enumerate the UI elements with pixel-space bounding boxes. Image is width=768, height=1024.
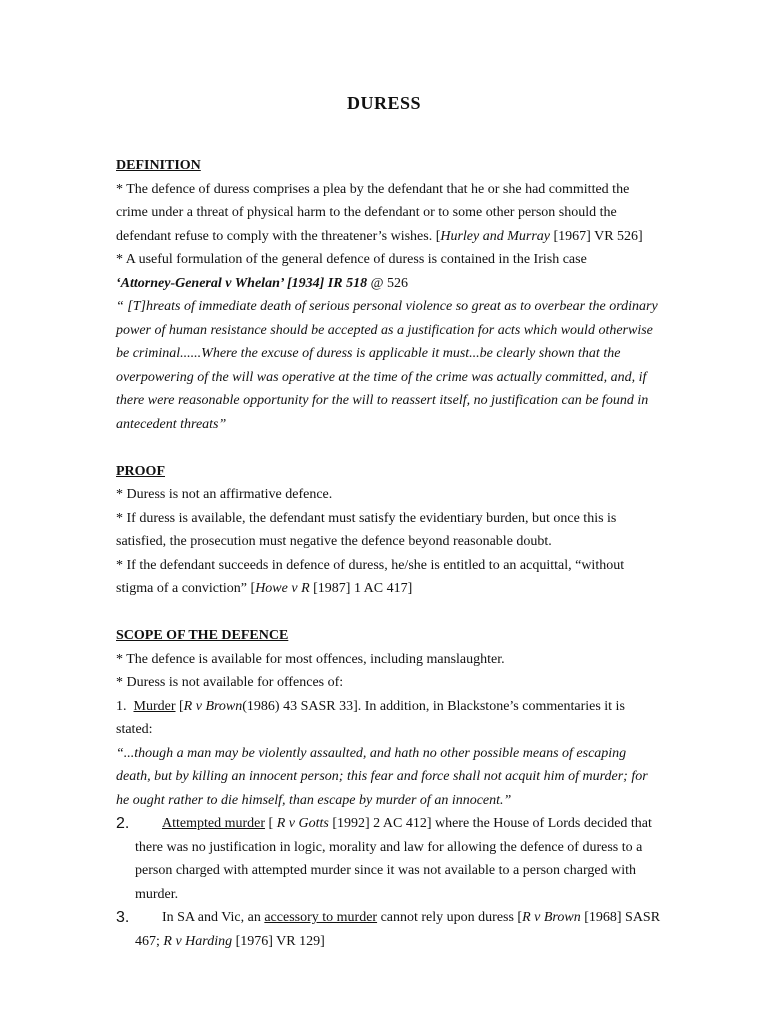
document-title: DURESS [346, 93, 422, 113]
case-citation: [1992] 2 AC 412] where the House of Lords decided that there was no justification in logic, morality and law for allowing the defence of duress to a person charged with attempted murder since it was not available to a person charged with murder. [135, 816, 652, 902]
item-number: 2. [116, 815, 130, 832]
proof-heading: PROOF [116, 463, 165, 479]
scope-item-3 [116, 906, 661, 953]
scope-heading: SCOPE OF THE DEFENCE [116, 628, 289, 643]
scope-paragraph-2: * Duress is not available for offences of: [116, 675, 344, 690]
case-name: R v Brown [183, 698, 243, 714]
case-name: ‘Attorney-General v Whelan’ [1934] IR 518 [116, 275, 368, 291]
item-text: cannot rely upon duress [ [377, 910, 523, 925]
case-citation: (1986) 43 SASR 33]. In addition, in Blackstone’s commentaries it is stated: [116, 698, 625, 737]
case-citation: @ 526 [367, 275, 408, 291]
proof-paragraph-2: * If duress is available, the defendant must satisfy the evidentiary burden, but once this is satisfied, the prosecution must negative the defence beyond reasonable doubt. [116, 510, 617, 549]
case-citation: [1968] SASR 467; [135, 910, 661, 949]
offence-label: Attempted murder [162, 816, 266, 831]
case-name: Howe v R [255, 581, 310, 596]
document-body [116, 154, 661, 953]
spacer [116, 601, 661, 625]
scope-item-2-text [135, 812, 661, 906]
case-citation: [1987] 1 AC 417] [309, 581, 413, 596]
definition-paragraph-1 [116, 178, 661, 249]
case-name: R v Harding [163, 933, 233, 949]
whelan-quote: “ [T]hreats of immediate death of serious personal violence so great as to overbear the ordinary power of human resistance should be accepted as a justification for acts which would otherwise be criminal......Where the excuse of duress is applicable it must...be clearly shown that the overpowering of the will was operative at the time of the crime was actually committed, and, if there were reasonable opportunity for the will to reassert itself, no justification can be found in antecedent threats” [116, 299, 658, 432]
offence-label: Murder [133, 698, 176, 714]
definition-paragraph-2: * A useful formulation of the general defence of duress is contained in the Irish case [116, 252, 587, 267]
item-number: 1. [116, 698, 127, 714]
spacer [116, 436, 661, 460]
scope-paragraph-1: * The defence is available for most offences, including manslaughter. [116, 651, 505, 667]
case-citation: [1976] VR 129] [232, 933, 325, 949]
scope-item-1 [116, 695, 661, 742]
scope-item-2 [116, 812, 661, 906]
case-name: Hurley and Murray [440, 228, 551, 244]
proof-text: * If the defendant succeeds in defence of duress, he/she is entitled to an acquittal, “without stigma of a conviction” [ [116, 557, 625, 596]
case-name: R v Brown [522, 910, 581, 925]
definition-paragraph-3 [116, 272, 661, 296]
proof-paragraph-1: * Duress is not an affirmative defence. [116, 487, 333, 502]
bracket: [ [175, 698, 184, 714]
scope-item-3-text [135, 906, 661, 953]
blackstone-quote: “...though a man may be violently assaulted, and hath no other possible means of escaping death, but by killing an innocent person; this fear and force shall not acquit him of murder; for he ought rather to die himself, than escape by murder of an innocent.” [116, 745, 648, 808]
bracket: [ [265, 816, 277, 831]
definition-text: * The defence of duress comprises a plea by the defendant that he or she had committed the crime under a threat of physical harm to the defendant or to some other person should the defendant refuse to comply with the threatener’s wishes. [ [116, 181, 630, 244]
case-name: R v Gotts [276, 816, 329, 831]
definition-heading: DEFINITION [116, 158, 201, 173]
item-text: In SA and Vic, an [162, 910, 265, 925]
offence-label: accessory to murder [264, 910, 378, 925]
item-number: 3. [116, 909, 130, 926]
case-citation: [1967] VR 526] [550, 228, 643, 244]
proof-paragraph-3 [116, 554, 661, 601]
